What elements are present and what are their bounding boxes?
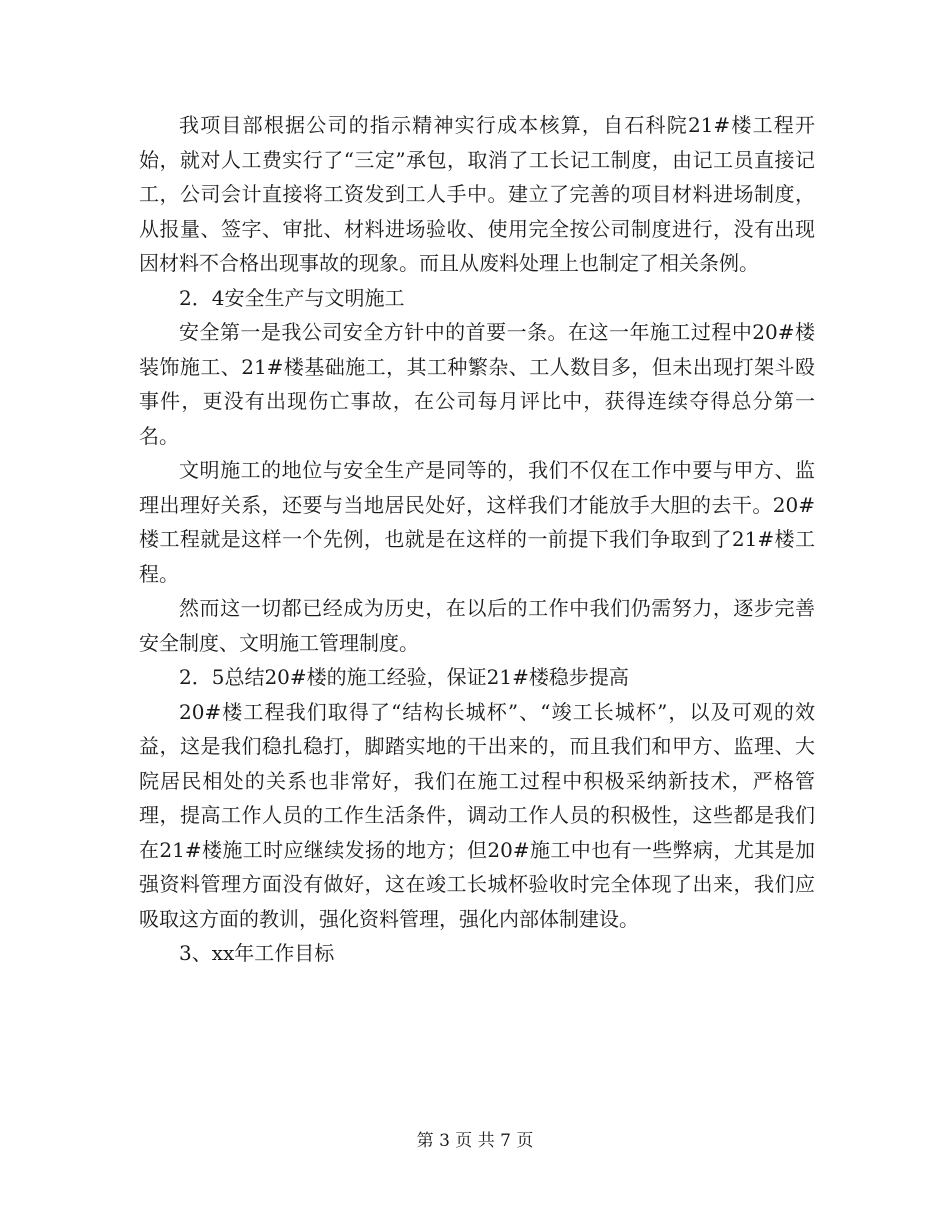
section-heading-2-4: 2．4安全生产与文明施工 [179, 285, 405, 310]
paragraph-experience-summary: 20#楼工程我们取得了“结构长城杯”、“竣工长城杯”，以及可观的效益，这是我们稳扎稳打，脚踏实地的干出来的，而且我们和甲方、监理、大院居民相处的关系也非常好，我们在施工过程中积极采纳新技术，严格管理，提高工作人员的工作生活条件，调动工作人员的积极性，这些都是我们在21#楼施工时应继续发扬的地方；但20#施工中也有一些弊病，尤其是加强资料管理方面没有做好，这在竣工长城杯验收时完全体现了出来，我们应吸取这方面的教训，强化资料管理，强化内部体制建设。 [139, 699, 815, 931]
section-heading-2-5: 2．5总结20#楼的施工经验，保证21#楼稳步提高 [179, 665, 629, 689]
paragraph-civilized-construction: 文明施工的地位与安全生产是同等的，我们不仅在工作中要与甲方、监理出理好关系，还要与当地居民处好，这样我们才能放手大胆的去干。20#楼工程就是这样一个先例，也就是在这样的一前提下我们争取到了21#楼工程。 [139, 458, 815, 586]
page-number-footer: 第 3 页 共 7 页 [416, 1131, 534, 1151]
document-body [139, 108, 815, 971]
paragraph-cost-accounting: 我项目部根据公司的指示精神实行成本核算，自石科院21#楼工程开始，就对人工费实行了“三定”承包，取消了工长记工制度，由记工员直接记工，公司会计直接将工资发到工人手中。建立了完善的项目材料进场制度，从报量、签字、审批、材料进场验收、使用完全按公司制度进行，没有出现因材料不合格出现事故的现象。而且从废料处理上也制定了相关条例。 [139, 113, 815, 275]
section-heading-3: 3、xx年工作目标 [179, 941, 335, 965]
paragraph-safety-first: 安全第一是我公司安全方针中的首要一条。在这一年施工过程中20#楼装饰施工、21#楼基础施工，其工种繁杂、工人数目多，但未出现打架斗殴事件，更没有出现伤亡事故，在公司每月评比中，获得连续夺得总分第一名。 [139, 320, 815, 448]
paragraph-history: 然而这一切都已经成为历史，在以后的工作中我们仍需努力，逐步完善安全制度、文明施工管理制度。 [139, 596, 815, 655]
